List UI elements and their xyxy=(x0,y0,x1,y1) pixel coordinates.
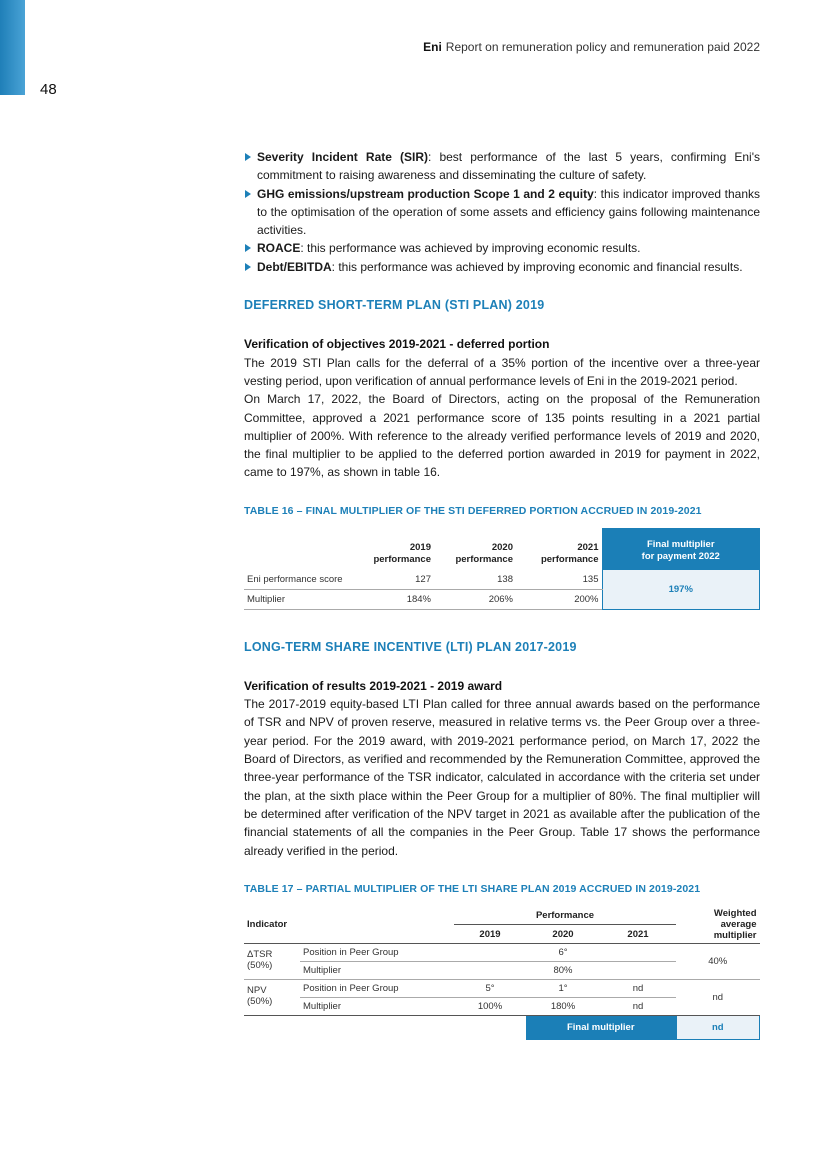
cell: 138 xyxy=(434,570,516,590)
table17 xyxy=(244,906,760,1040)
bullet-term: Debt/EBITDA xyxy=(257,259,332,274)
col-2021: 2021 xyxy=(600,925,676,944)
lti-subheading: Verification of results 2019-2021 - 2019 award xyxy=(244,678,503,693)
sti-heading: DEFERRED SHORT-TERM PLAN (STI PLAN) 2019 xyxy=(244,298,545,313)
cell: 180% xyxy=(526,998,600,1016)
triangle-bullet-icon xyxy=(245,153,251,161)
cell: 184% xyxy=(366,589,434,609)
col-2019: 2019 performance xyxy=(373,541,431,565)
bullet-term: ROACE xyxy=(257,241,301,256)
brand-name: Eni xyxy=(423,40,442,54)
row-label: Eni performance score xyxy=(244,570,366,590)
cell: 100% xyxy=(454,998,526,1016)
cell: 80% xyxy=(526,962,600,980)
table-row xyxy=(244,944,760,962)
table-row xyxy=(244,570,760,590)
sti-paragraph-1: The 2019 STI Plan calls for the deferral of a 35% portion of the incentive over a three-year vesting period, upon verification of annual performance levels of Eni in the 2019-2021 period. xyxy=(244,355,760,388)
cell: 6° xyxy=(526,944,600,962)
bullet-text: : this indicator improved thanks to the optimisation of the operation of some assets and efficiency gains following maintenance activities. xyxy=(257,186,760,238)
col-2020: 2020 xyxy=(526,925,600,944)
accent-bar xyxy=(0,0,25,95)
final-row xyxy=(244,1016,760,1040)
col-indicator: Indicator xyxy=(244,906,300,944)
final-multiplier-value: 197% xyxy=(602,570,760,610)
weighted-value: 40% xyxy=(676,944,760,980)
col-weighted-multiplier: Weighted average multiplier xyxy=(676,906,760,944)
page-header xyxy=(423,40,760,54)
bullet-item xyxy=(244,239,760,257)
cell: nd xyxy=(600,980,676,998)
col-2020: 2020 performance xyxy=(455,541,513,565)
bullet-text: : best performance of the last 5 years, confirming Eni's commitment to raising awareness and disseminating the culture of safety. xyxy=(257,150,760,183)
col-2019: 2019 xyxy=(454,925,526,944)
bullet-item xyxy=(244,148,760,185)
triangle-bullet-icon xyxy=(245,190,251,198)
bullet-term: GHG emissions/upstream production Scope 1 and 2 equity xyxy=(257,186,594,201)
row-label: Position in Peer Group xyxy=(300,980,454,998)
sti-subheading: Verification of objectives 2019-2021 - deferred portion xyxy=(244,337,550,352)
cell: 135 xyxy=(516,570,602,590)
weighted-value: nd xyxy=(676,980,760,1016)
table16 xyxy=(244,528,760,610)
cell: nd xyxy=(600,998,676,1016)
cell: 200% xyxy=(516,589,602,609)
table16-header-row xyxy=(244,529,760,570)
final-multiplier-value: nd xyxy=(676,1016,760,1040)
bullet-term: Severity Incident Rate (SIR) xyxy=(257,150,429,164)
bullet-list xyxy=(244,148,760,276)
triangle-bullet-icon xyxy=(245,263,251,271)
final-multiplier-label: Final multiplier xyxy=(526,1016,676,1040)
row-label: Multiplier xyxy=(244,589,366,609)
bullet-text: : this performance was achieved by improving economic results. xyxy=(300,241,641,256)
col-final-multiplier: Final multiplier for payment 2022 xyxy=(602,529,760,570)
cell: 127 xyxy=(366,570,434,590)
bullet-item xyxy=(244,185,760,240)
lti-paragraph: The 2017-2019 equity-based LTI Plan called for three annual awards based on the performance of TSR and NPV of proven reserve, measured in relative terms vs. the Peer Group over a three-year period. For the 2019 award, with 2019-2021 performance period, on March 17, 2022 the Board of Directors, as verified and recommended by the Remuneration Committee, approved the three-year performance of the TSR indicator, calculated in accordance with the criteria set under the plan, at the sixth place within the Peer Group for a multiplier of 80%. The final multiplier will be determined after verification of the NPV target in 2021 as available after the publication of the financial statements of all the companies in the Peer Group. Table 17 shows the performance already verified in the period. xyxy=(244,697,760,858)
table17-caption: TABLE 17 – PARTIAL MULTIPLIER OF THE LTI SHARE PLAN 2019 ACCRUED IN 2019-2021 xyxy=(244,882,701,895)
main-content xyxy=(244,148,760,1040)
lti-heading: LONG-TERM SHARE INCENTIVE (LTI) PLAN 2017-2019 xyxy=(244,639,577,654)
cell: 5° xyxy=(454,980,526,998)
report-title: Report on remuneration policy and remuneration paid 2022 xyxy=(445,40,760,54)
col-performance: Performance xyxy=(454,906,676,924)
indicator-tsr: ΔTSR (50%) xyxy=(244,944,300,980)
table-row xyxy=(244,980,760,998)
cell: 1° xyxy=(526,980,600,998)
bullet-item xyxy=(244,258,760,276)
indicator-npv: NPV (50%) xyxy=(244,980,300,1016)
row-label: Multiplier xyxy=(300,998,454,1016)
page-number: 48 xyxy=(40,81,57,98)
row-label: Position in Peer Group xyxy=(300,944,454,962)
bullet-text: : this performance was achieved by improving economic and financial results. xyxy=(331,259,743,274)
table17-header-row-1 xyxy=(244,906,760,924)
table16-caption: TABLE 16 – FINAL MULTIPLIER OF THE STI DEFERRED PORTION ACCRUED IN 2019-2021 xyxy=(244,504,702,517)
triangle-bullet-icon xyxy=(245,244,251,252)
row-label: Multiplier xyxy=(300,962,454,980)
col-2021: 2021 performance xyxy=(540,541,599,565)
cell: 206% xyxy=(434,589,516,609)
sti-paragraph-2: On March 17, 2022, the Board of Directors, acting on the proposal of the Remuneration Committee, approved a 2021 performance score of 135 points resulting in a 2021 partial multiplier of 200%. With reference to the already verified performance levels of 2019 and 2020, the final multiplier to be applied to the deferred portion awarded in 2019 for payment in 2022, came to 197%, as shown in table 16. xyxy=(244,392,760,480)
